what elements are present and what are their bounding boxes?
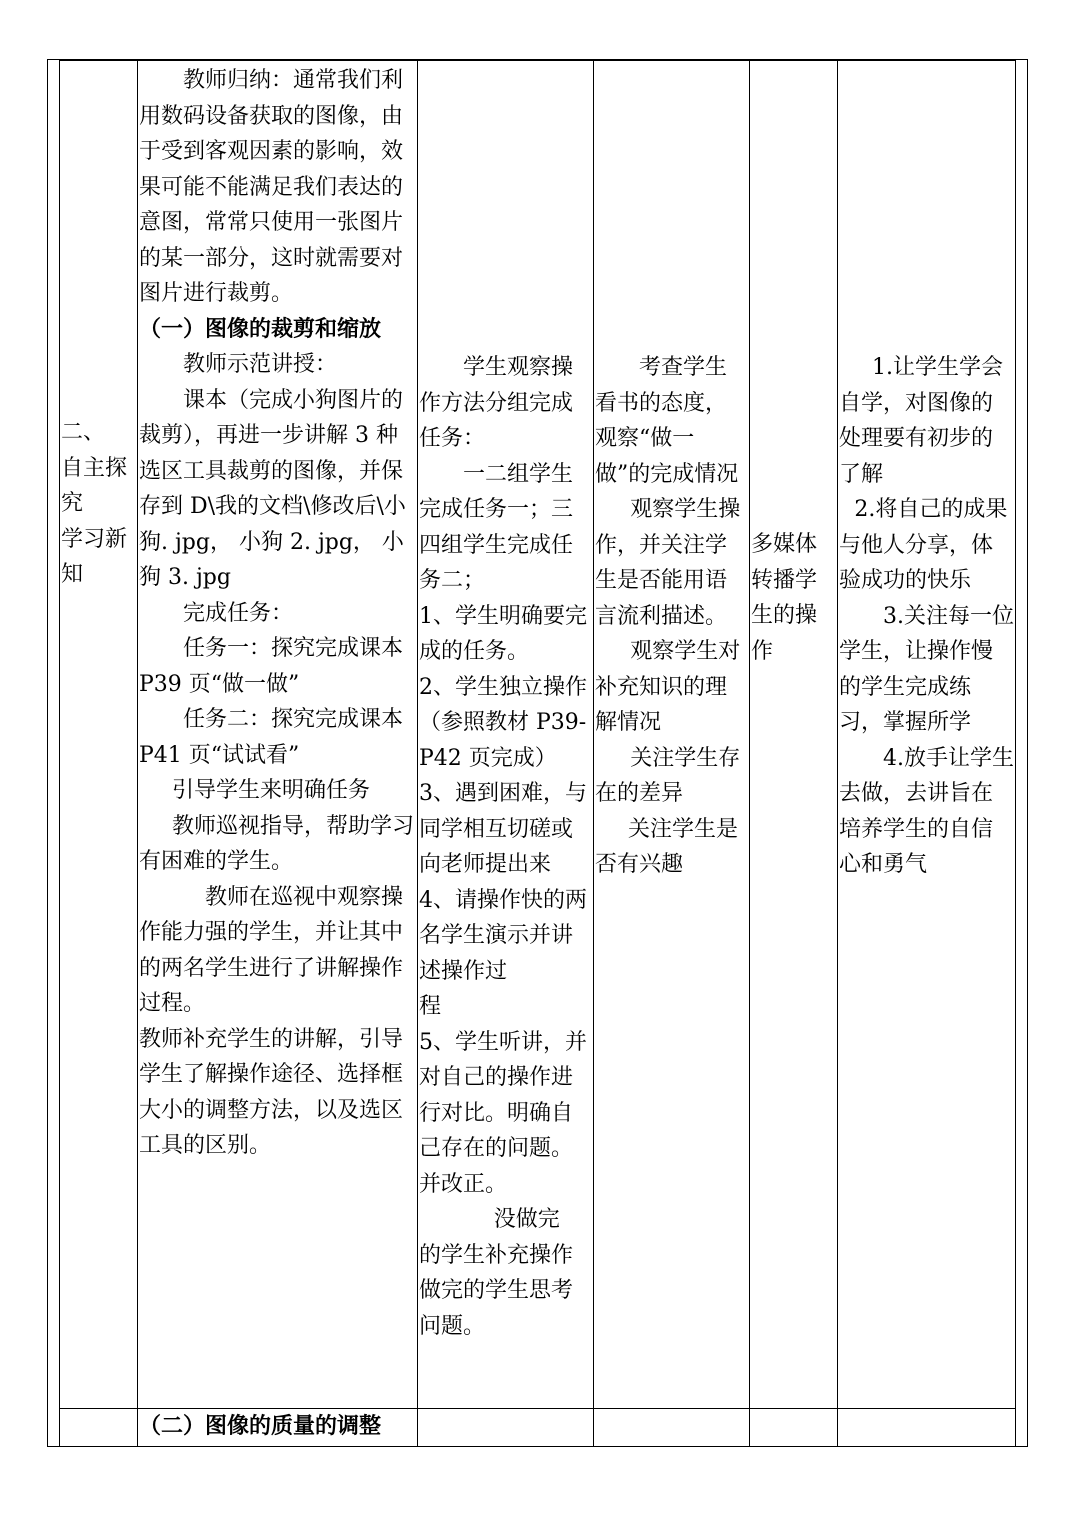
evaluation-item-3: 观察学生对补充知识的理解情况 — [595, 639, 741, 735]
section2-media-cell — [750, 1409, 838, 1447]
evaluation-item-2: 观察学生操作，并关注学生是否能用语言流利描述。 — [595, 497, 741, 629]
student-step-2: 2、学生独立操作（参照教材 P39-P42 页完成） — [419, 674, 587, 771]
student-extra-2: 的学生补充操作做完的学生思考问题。 — [419, 1242, 574, 1339]
evaluation-item-4: 关注学生存在的差异 — [595, 745, 741, 806]
phase-cell — [60, 61, 138, 1409]
task1-text: 任务一：探究完成课本 P39 页“做一做” — [139, 636, 404, 697]
observe-text: 教师在巡视中观察操作能力强的学生，并让其中的两名学生进行了讲解操作过程。 — [139, 884, 404, 1016]
intent-item-3: 3.关注每一位学生，让操作慢的学生完成练习，掌握所学 — [839, 603, 1014, 735]
section2-intent-cell — [838, 1409, 1016, 1447]
guide-text: 引导学生来明确任务 — [172, 778, 371, 803]
phase-line-1: 二、 — [61, 420, 106, 445]
student-step-3: 3、遇到困难，与同学相互切磋或向老师提出来 — [419, 781, 587, 877]
lesson-plan-table — [59, 60, 1016, 1447]
teacher-activity-cell — [138, 61, 418, 1409]
section2-title: （二）图像的质量的调整 — [139, 1414, 382, 1439]
section2-evaluation-cell — [594, 1409, 750, 1447]
intent-cell — [838, 61, 1016, 1409]
intent-item-4: 4.放手让学生去做，去讲旨在培养学生的自信心和勇气 — [839, 745, 1014, 877]
student-intro-1: 学生观察操作方法分组完成任务： — [419, 355, 574, 451]
supplement-text: 教师补充学生的讲解，引导学生了解操作途径、选择框大小的调整方法，以及选区工具的区别。 — [139, 1026, 404, 1158]
table-row-section2 — [60, 1409, 1016, 1447]
evaluation-item-5: 关注学生是否有兴趣 — [595, 816, 739, 877]
table-row-main — [60, 61, 1016, 1409]
demo-label: 教师示范讲授： — [183, 352, 338, 377]
task-label: 完成任务： — [183, 600, 294, 626]
student-step-4: 4、请操作快的两名学生演示并讲述操作过 — [419, 887, 587, 984]
patrol-text: 教师巡视指导，帮助学习有困难的学生。 — [139, 813, 415, 874]
section1-title: （一）图像的裁剪和缩放 — [139, 316, 382, 342]
task2-text: 任务二：探究完成课本 P41 页“试试看” — [139, 707, 404, 768]
evaluation-item-1: 考查学生看书的态度，观察“做一做”的完成情况 — [595, 355, 739, 487]
student-activity-cell — [418, 61, 594, 1409]
intent-item-2: 2.将自己的成果与他人分享，体验成功的快乐 — [839, 497, 1008, 593]
section2-title-cell — [138, 1409, 418, 1447]
student-step-1: 1、学生明确要完成的任务。 — [419, 603, 587, 664]
media-text: 多媒体转播学生的操作 — [751, 532, 818, 664]
section2-phase-cell — [60, 1409, 138, 1447]
demo-text: 课本（完成小狗图片的裁剪），再进一步讲解 3 种选区工具裁剪的图像，并保存到 D\我的文档\修改后\小狗. jpg， 小狗 2. jpg， 小狗 3. jpg — [139, 387, 406, 590]
teacher-intro: 教师归纳：通常我们利用数码设备获取的图像，由于受到客观因素的影响，效果可能不能满足我们表达的意图，常常只使用一张图片的某一部分，这时就需要对图片进行裁剪。 — [139, 68, 404, 306]
phase-line-2: 自主探究 — [61, 455, 128, 516]
intent-item-1: 1.让学生学会自学，对图像的处理要有初步的了解 — [839, 355, 1003, 487]
student-intro-2: 一二组学生完成任务一；三四组学生完成任务二； — [419, 461, 574, 593]
evaluation-cell — [594, 61, 750, 1409]
student-step-5: 5、学生听讲，并对自己的操作进行对比。明确自己存在的问题。并改正。 — [419, 1029, 587, 1197]
student-extra-1: 没做完 — [493, 1207, 560, 1232]
phase-line-3: 学习新知 — [61, 526, 128, 587]
section2-student-cell — [418, 1409, 594, 1447]
student-step-4b: 程 — [419, 994, 442, 1019]
media-cell — [750, 61, 838, 1409]
